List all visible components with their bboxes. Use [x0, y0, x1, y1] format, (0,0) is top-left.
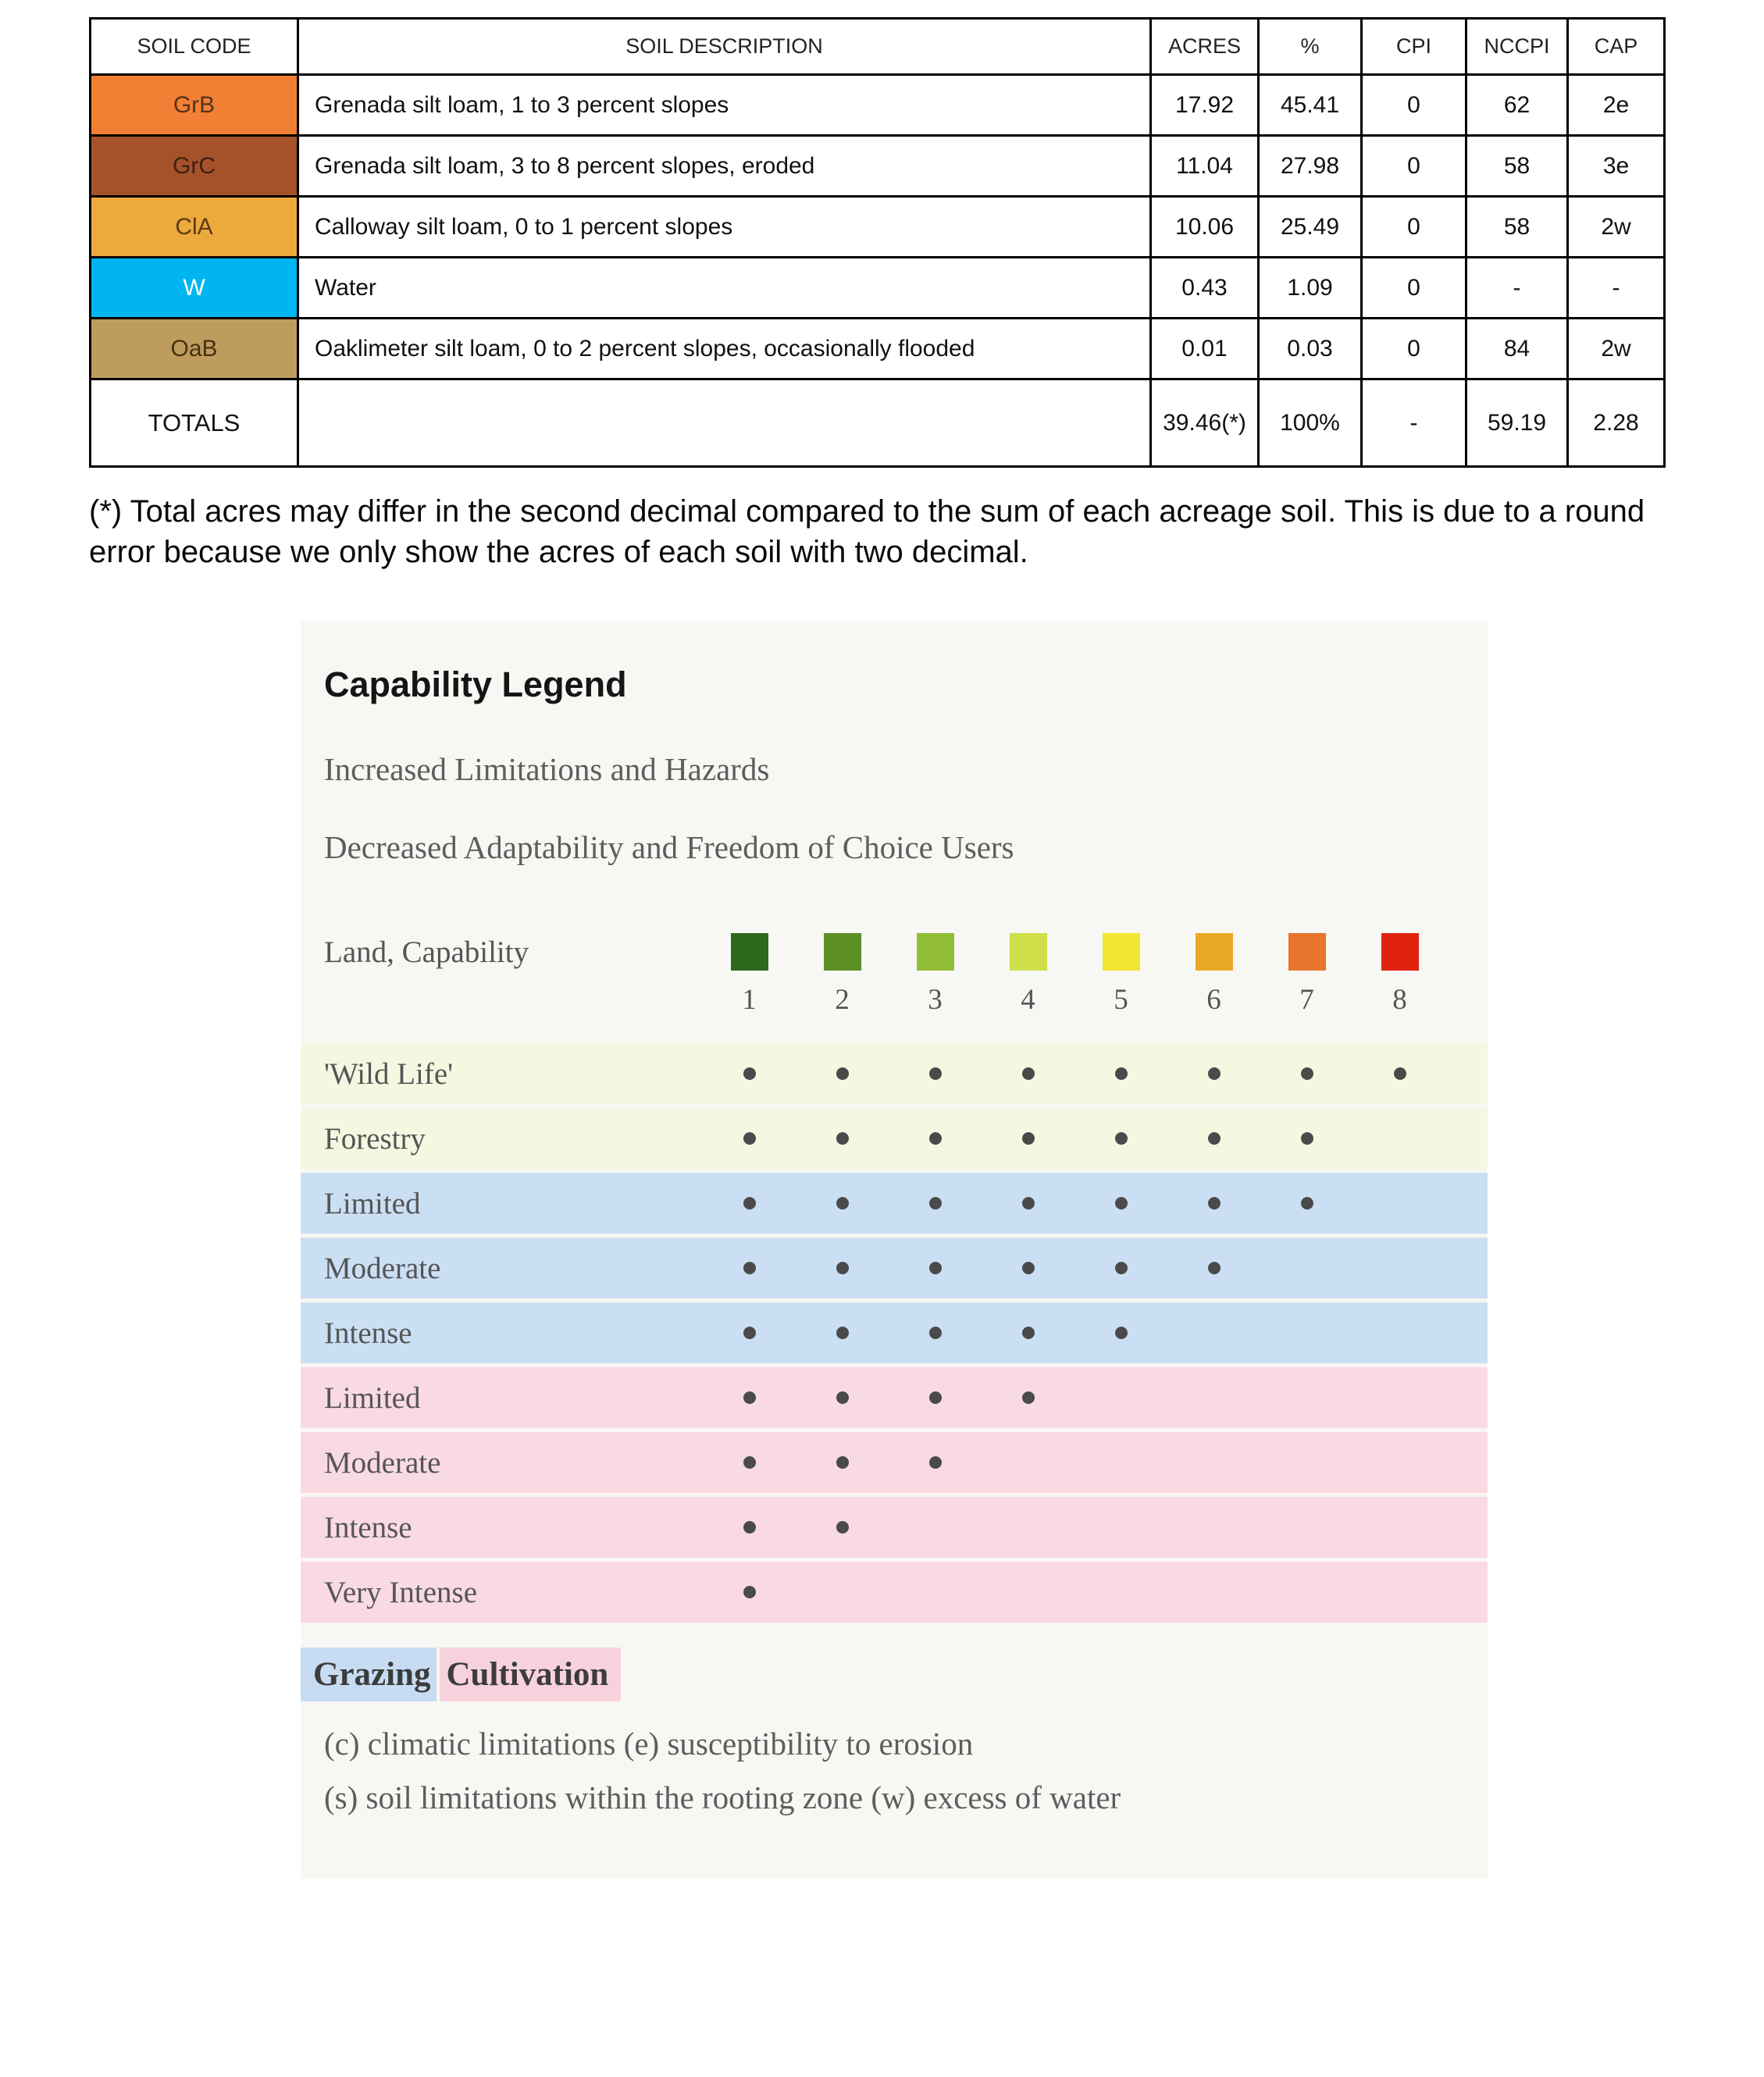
capability-cell: [1167, 1067, 1260, 1080]
capability-cell: [796, 1067, 889, 1080]
capability-dot: [743, 1197, 756, 1210]
capability-cell: [703, 1521, 796, 1534]
capability-cell: [1074, 1067, 1167, 1080]
capability-cell: [796, 1132, 889, 1145]
class-swatch-cell: [1353, 933, 1446, 971]
capability-dot: [929, 1067, 942, 1080]
soil-percent: 45.41: [1259, 75, 1362, 136]
capability-cell: [1167, 1197, 1260, 1210]
class-swatches: [703, 933, 1446, 971]
soil-nccpi: 58: [1466, 197, 1568, 258]
totals-nccpi: 59.19: [1466, 379, 1568, 467]
column-header-cpi: CPI: [1362, 19, 1466, 75]
soil-cpi: 0: [1362, 319, 1466, 379]
class-swatch-cell: [889, 933, 982, 971]
class-swatch-cell: [1167, 933, 1260, 971]
capability-dot: [929, 1327, 942, 1339]
capability-cell: [796, 1197, 889, 1210]
capability-dot: [1301, 1132, 1313, 1145]
capability-row-wildlife: [301, 1108, 1488, 1169]
capability-dot: [1208, 1132, 1221, 1145]
capability-class-number: 5: [1114, 984, 1128, 1016]
soil-acres: 0.43: [1151, 258, 1259, 319]
capability-cell: [703, 1067, 796, 1080]
column-header-soil-code: SOIL CODE: [91, 19, 298, 75]
capability-dot: [836, 1067, 849, 1080]
capability-row-cultivation: [301, 1367, 1488, 1428]
capability-cell: [703, 1391, 796, 1404]
soil-cpi: 0: [1362, 258, 1466, 319]
capability-dot: [743, 1262, 756, 1274]
legend-footnote-climatic-erosion: (c) climatic limitations (e) susceptibility to erosion: [324, 1726, 974, 1762]
capability-row-label: Very Intense: [324, 1575, 478, 1609]
soil-cpi: 0: [1362, 75, 1466, 136]
capability-cell: [703, 1327, 796, 1339]
soil-nccpi: 62: [1466, 75, 1568, 136]
legend-subtitle-limitations: Increased Limitations and Hazards: [324, 751, 770, 787]
soil-row: [91, 197, 1665, 258]
acres-rounding-footnote: (*) Total acres may differ in the second decimal compared to the sum of each acreage soil. This is due to a round error because we only show the acres of each soil with two decimal.: [89, 494, 1645, 569]
capability-dot: [1208, 1197, 1221, 1210]
capability-cell: [703, 1586, 796, 1598]
capability-cell: [796, 1262, 889, 1274]
soil-acres: 10.06: [1151, 197, 1259, 258]
soil-code-swatch: GrC: [91, 136, 298, 197]
capability-class-swatch: [824, 933, 861, 971]
capability-class-number: 4: [1021, 984, 1035, 1016]
capability-dot: [743, 1456, 756, 1469]
capability-dot: [836, 1132, 849, 1145]
totals-row: [91, 379, 1665, 467]
soil-report-page: [0, 17, 1764, 1879]
capability-cell: [889, 1327, 982, 1339]
capability-dot: [929, 1197, 942, 1210]
capability-class-swatch: [1196, 933, 1233, 971]
soil-code-swatch: W: [91, 258, 298, 319]
capability-class-swatch: [1103, 933, 1140, 971]
capability-cell: [703, 1262, 796, 1274]
capability-class-number: 8: [1392, 984, 1407, 1016]
column-header-soil-description: SOIL DESCRIPTION: [298, 19, 1151, 75]
class-swatch-cell: [1074, 933, 1167, 971]
capability-dot: [836, 1456, 849, 1469]
capability-dot: [929, 1456, 942, 1469]
soil-acres: 17.92: [1151, 75, 1259, 136]
capability-legend-panel: [301, 621, 1488, 1879]
soil-row: [91, 136, 1665, 197]
legend-title: Capability Legend: [324, 664, 627, 704]
capability-dot: [1022, 1197, 1035, 1210]
totals-acres: 39.46(*): [1151, 379, 1259, 467]
capability-row-label: Limited: [324, 1381, 421, 1415]
capability-row-label: Limited: [324, 1186, 421, 1220]
capability-dot: [836, 1327, 849, 1339]
capability-dot: [836, 1391, 849, 1404]
capability-dot: [743, 1586, 756, 1598]
totals-label: TOTALS: [91, 379, 298, 467]
capability-class-number: 1: [742, 984, 757, 1016]
capability-cell: [1074, 1327, 1167, 1339]
capability-class-number: 6: [1206, 984, 1221, 1016]
totals-cap: 2.28: [1568, 379, 1665, 467]
capability-cell: [982, 1327, 1074, 1339]
capability-cell: [982, 1197, 1074, 1210]
capability-cell: [889, 1262, 982, 1274]
totals-description: [298, 379, 1151, 467]
class-numbers: [703, 983, 1446, 1017]
column-header-nccpi: NCCPI: [1466, 19, 1568, 75]
capability-dot: [929, 1391, 942, 1404]
soil-acres: 11.04: [1151, 136, 1259, 197]
capability-row-cultivation: [301, 1432, 1488, 1493]
capability-cell: [796, 1456, 889, 1469]
soil-description: Oaklimeter silt loam, 0 to 2 percent slopes, occasionally flooded: [298, 319, 1151, 379]
capability-class-swatch: [1288, 933, 1326, 971]
capability-class-swatch: [1010, 933, 1047, 971]
soil-cap: -: [1568, 258, 1665, 319]
capability-cell: [889, 1391, 982, 1404]
soil-code-swatch: GrB: [91, 75, 298, 136]
soil-description: Grenada silt loam, 3 to 8 percent slopes, eroded: [298, 136, 1151, 197]
capability-cell: [796, 1391, 889, 1404]
totals-cpi: -: [1362, 379, 1466, 467]
capability-cell: [1353, 1067, 1446, 1080]
capability-cell: [1167, 1132, 1260, 1145]
class-swatch-cell: [796, 933, 889, 971]
soil-table-header: [91, 19, 1665, 75]
capability-dot: [929, 1132, 942, 1145]
capability-dot: [1022, 1132, 1035, 1145]
column-header-acres: ACRES: [1151, 19, 1259, 75]
capability-cell: [889, 1132, 982, 1145]
capability-class-swatch: [731, 933, 768, 971]
capability-row-label: Intense: [324, 1316, 412, 1350]
capability-dot: [1115, 1132, 1128, 1145]
capability-dot: [836, 1262, 849, 1274]
cultivation-key-swatch: Cultivation: [440, 1648, 621, 1701]
capability-class-swatch: [917, 933, 954, 971]
soil-nccpi: 58: [1466, 136, 1568, 197]
capability-row-label: 'Wild Life': [324, 1056, 454, 1091]
capability-class-number: 7: [1299, 984, 1314, 1016]
capability-cell: [1074, 1132, 1167, 1145]
capability-dot: [1022, 1391, 1035, 1404]
capability-dot: [1115, 1262, 1128, 1274]
soil-analysis-table: [89, 17, 1666, 468]
soil-percent: 27.98: [1259, 136, 1362, 197]
capability-cell: [889, 1456, 982, 1469]
capability-dot: [929, 1262, 942, 1274]
soil-nccpi: 84: [1466, 319, 1568, 379]
soil-table-header-row: [91, 19, 1665, 75]
capability-matrix: [301, 1043, 1488, 1623]
capability-cell: [703, 1197, 796, 1210]
capability-cell: [982, 1132, 1074, 1145]
soil-row: [91, 75, 1665, 136]
soil-cap: 3e: [1568, 136, 1665, 197]
capability-row-label: Moderate: [324, 1445, 441, 1480]
capability-dot: [743, 1521, 756, 1534]
soil-cpi: 0: [1362, 136, 1466, 197]
soil-code-swatch: ClA: [91, 197, 298, 258]
soil-percent: 1.09: [1259, 258, 1362, 319]
soil-cap: 2e: [1568, 75, 1665, 136]
capability-dot: [1301, 1197, 1313, 1210]
grazing-key-swatch: Grazing: [301, 1648, 437, 1701]
soil-cap: 2w: [1568, 197, 1665, 258]
capability-dot: [1022, 1262, 1035, 1274]
capability-class-number: 3: [928, 984, 943, 1016]
capability-cell: [1260, 1197, 1353, 1210]
capability-dot: [1022, 1327, 1035, 1339]
capability-dot: [1115, 1197, 1128, 1210]
capability-dot: [1394, 1067, 1406, 1080]
capability-cell: [889, 1197, 982, 1210]
soil-row: [91, 319, 1665, 379]
capability-row-label: Intense: [324, 1510, 412, 1544]
soil-cap: 2w: [1568, 319, 1665, 379]
soil-percent: 0.03: [1259, 319, 1362, 379]
soil-row: [91, 258, 1665, 319]
capability-cell: [1260, 1067, 1353, 1080]
legend-key: [301, 1648, 1488, 1701]
soil-acres: 0.01: [1151, 319, 1259, 379]
soil-cpi: 0: [1362, 197, 1466, 258]
capability-dot: [836, 1197, 849, 1210]
capability-dot: [1022, 1067, 1035, 1080]
soil-nccpi: -: [1466, 258, 1568, 319]
capability-cell: [982, 1067, 1074, 1080]
capability-class-swatch: [1381, 933, 1419, 971]
class-swatch-cell: [703, 933, 796, 971]
capability-row-wildlife: [301, 1043, 1488, 1104]
soil-description: Grenada silt loam, 1 to 3 percent slopes: [298, 75, 1151, 136]
column-header-: %: [1259, 19, 1362, 75]
capability-dot: [743, 1391, 756, 1404]
capability-dot: [1301, 1067, 1313, 1080]
capability-row-cultivation: [301, 1497, 1488, 1558]
totals-percent: 100%: [1259, 379, 1362, 467]
capability-dot: [743, 1067, 756, 1080]
capability-dot: [1115, 1067, 1128, 1080]
capability-row-grazing: [301, 1238, 1488, 1299]
capability-cell: [889, 1067, 982, 1080]
capability-row-grazing: [301, 1173, 1488, 1234]
class-swatch-cell: [1260, 933, 1353, 971]
legend-subtitle-adaptability: Decreased Adaptability and Freedom of Choice Users: [324, 829, 1014, 865]
capability-dot: [743, 1132, 756, 1145]
capability-cell: [796, 1521, 889, 1534]
capability-row-cultivation: [301, 1562, 1488, 1623]
legend-footnote-soil-water: (s) soil limitations within the rooting zone (w) excess of water: [324, 1780, 1121, 1816]
capability-cell: [982, 1262, 1074, 1274]
soil-description: Calloway silt loam, 0 to 1 percent slopes: [298, 197, 1151, 258]
capability-cell: [1260, 1132, 1353, 1145]
capability-row-grazing: [301, 1302, 1488, 1363]
capability-dot: [1208, 1067, 1221, 1080]
capability-dot: [1208, 1262, 1221, 1274]
land-capability-label: Land, Capability: [324, 935, 529, 969]
capability-cell: [703, 1132, 796, 1145]
capability-cell: [703, 1456, 796, 1469]
capability-row-label: Forestry: [324, 1121, 426, 1156]
capability-dot: [1115, 1327, 1128, 1339]
capability-class-numbers-row: [301, 983, 1488, 1017]
capability-cell: [1167, 1262, 1260, 1274]
capability-class-swatches-row: [301, 933, 1488, 971]
column-header-cap: CAP: [1568, 19, 1665, 75]
capability-dot: [836, 1521, 849, 1534]
capability-cell: [1074, 1262, 1167, 1274]
soil-percent: 25.49: [1259, 197, 1362, 258]
soil-code-swatch: OaB: [91, 319, 298, 379]
capability-cell: [796, 1327, 889, 1339]
capability-cell: [982, 1391, 1074, 1404]
capability-cell: [1074, 1197, 1167, 1210]
soil-description: Water: [298, 258, 1151, 319]
class-swatch-cell: [982, 933, 1074, 971]
capability-row-label: Moderate: [324, 1251, 441, 1285]
capability-class-number: 2: [835, 984, 850, 1016]
capability-dot: [743, 1327, 756, 1339]
